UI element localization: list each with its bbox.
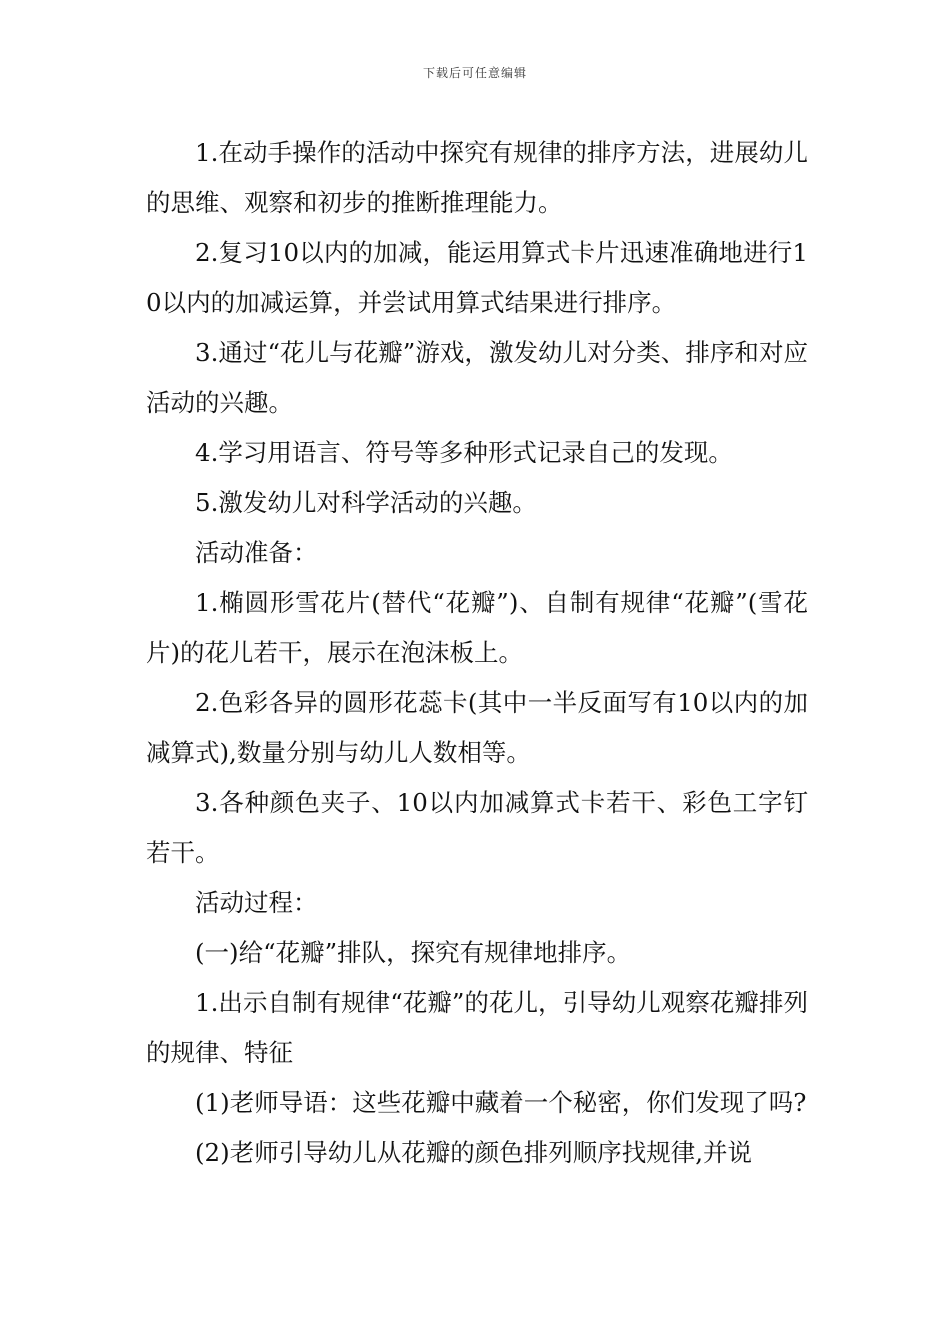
objective-3: 3.通过“花儿与花瓣”游戏，激发幼儿对分类、排序和对应活动的兴趣。 [146, 338, 808, 417]
objective-5: 5.激发幼儿对科学活动的兴趣。 [195, 488, 537, 517]
preparation-3: 3.各种颜色夹子、10以内加减算式卡若干、彩色工字钉若干。 [146, 788, 808, 867]
process-substep-1: (1)老师导语：这些花瓣中藏着一个秘密，你们发现了吗? [195, 1088, 807, 1117]
preparation-1: 1.椭圆形雪花片(替代“花瓣”)、自制有规律“花瓣”(雪花片)的花儿若干，展示在泡沫板上。 [146, 588, 808, 667]
objective-4: 4.学习用语言、符号等多种形式记录自己的发现。 [195, 438, 733, 467]
section-heading-process: 活动过程： [195, 888, 318, 917]
objective-1: 1.在动手操作的活动中探究有规律的排序方法，进展幼儿的思维、观察和初步的推断推理能力。 [146, 138, 808, 217]
process-step-1: 1.出示自制有规律“花瓣”的花儿，引导幼儿观察花瓣排列的规律、特征 [146, 988, 808, 1067]
page-header: 下载后可任意编辑 [422, 66, 527, 80]
section-heading-preparation: 活动准备： [195, 538, 318, 567]
process-part-1: (一)给“花瓣”排队，探究有规律地排序。 [195, 938, 632, 967]
objective-2: 2.复习10以内的加减，能运用算式卡片迅速准确地进行10以内的加减运算，并尝试用算式结果进行排序。 [146, 238, 808, 317]
process-substep-2: (2)老师引导幼儿从花瓣的颜色排列顺序找规律,并说 [195, 1138, 752, 1167]
document-body [146, 128, 808, 1178]
preparation-2: 2.色彩各异的圆形花蕊卡(其中一半反面写有10以内的加减算式),数量分别与幼儿人数相等。 [146, 688, 808, 767]
